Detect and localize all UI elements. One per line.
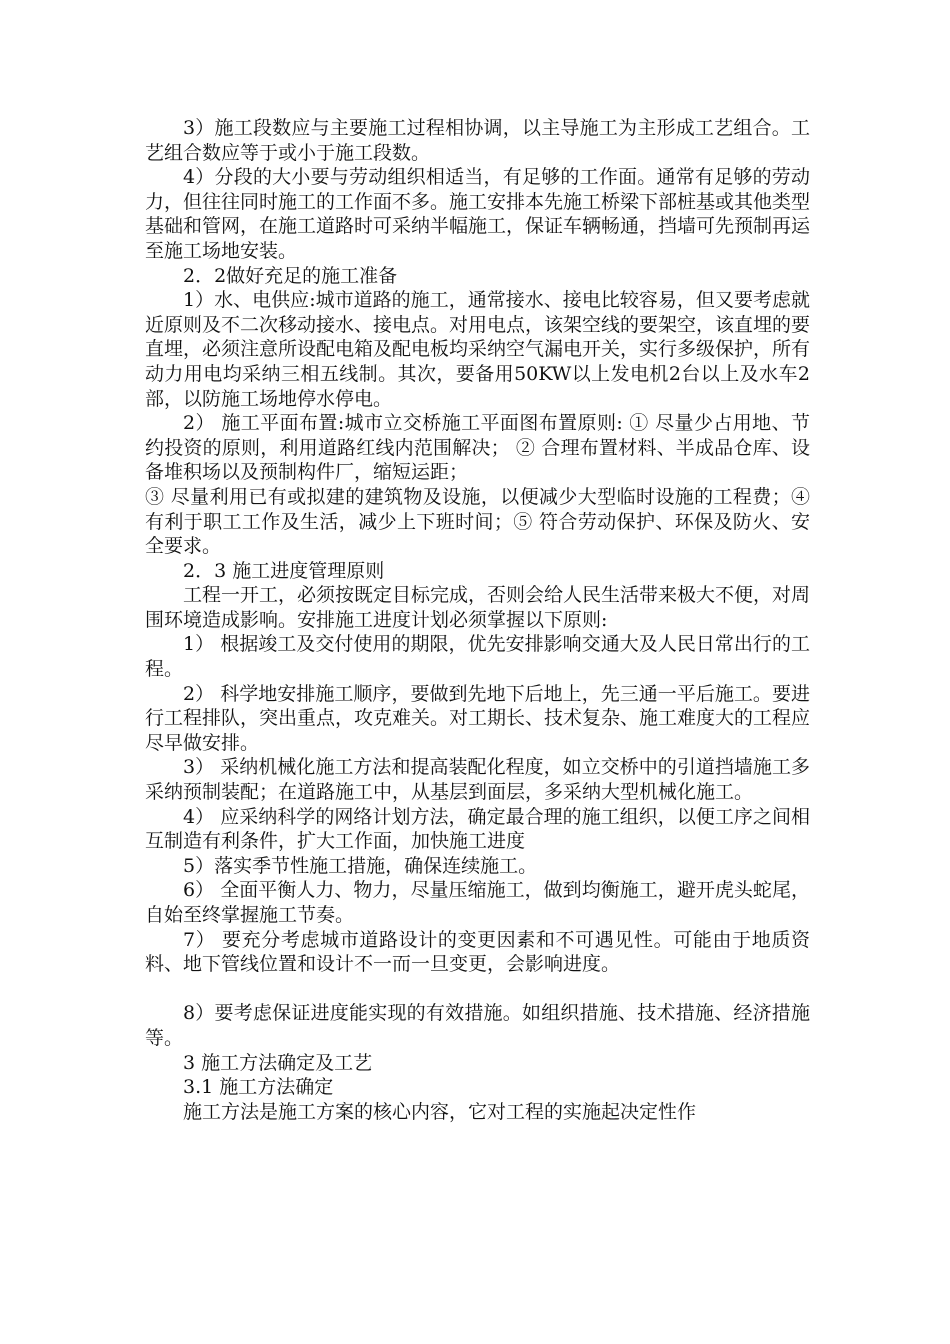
section-heading: 2．3 施工进度管理原则 bbox=[183, 559, 385, 582]
paragraph: 1）水、电供应:城市道路的施工，通常接水、接电比较容易，但又要考虑就近原则及不二次移动接水、接电点。对用电点，该架空线的要架空，该直埋的要直埋，必须注意所设配电箱及配电板均采纳空气漏电开关，实行多级保护，所有动力用电均采纳三相五线制。其次，要备用50KW以上发电机2台以上及水车2部，以防施工场地停水停电。 bbox=[145, 289, 811, 410]
list-item: 2） 科学地安排施工顺序，要做到先地下后地上，先三通一平后施工。要进行工程排队，突出重点，攻克难关。对工期长、技术复杂、施工难度大的工程应尽早做安排。 bbox=[145, 682, 811, 754]
section-heading: 3 施工方法确定及工艺 bbox=[183, 1051, 373, 1074]
list-item: 4） 应采纳科学的网络计划方法，确定最合理的施工组织，以便工序之间相互制造有利条件，扩大工作面，加快施工进度 bbox=[145, 805, 810, 853]
list-item: 6） 全面平衡人力、物力，尽量压缩施工，做到均衡施工，避开虎头蛇尾，自始至终掌握施工节奏。 bbox=[145, 879, 810, 926]
subsection-heading: 3.1 施工方法确定 bbox=[183, 1076, 334, 1099]
list-item: 5）落实季节性施工措施，确保连续施工。 bbox=[183, 854, 538, 877]
list-item: 7） 要充分考虑城市道路设计的变更因素和不可遇见性。可能由于地质资料、地下管线位置和设计不一而一旦变更，会影响进度。 bbox=[145, 928, 810, 976]
paragraph: 4）分段的大小要与劳动组织相适当，有足够的工作面。通常有足够的劳动力，但往往同时施工的工作面不多。施工安排本先施工桥梁下部桩基或其他类型基础和管网，在施工道路时可采纳半幅施工，保证车辆畅通，挡墙可先预制再运至施工场地安装。 bbox=[145, 166, 811, 262]
list-item: 8）要考虑保证进度能实现的有效措施。如组织措施、技术措施、经济措施等。 bbox=[145, 1002, 810, 1049]
paragraph: 工程一开工，必须按既定目标完成，否则会给人民生活带来极大不便，对周围环境造成影响。安排施工进度计划必须掌握以下原则: bbox=[145, 584, 811, 631]
document-body bbox=[145, 116, 810, 1124]
paragraph: 施工方法是施工方案的核心内容，它对工程的实施起决定性作 bbox=[183, 1100, 697, 1123]
list-item: 3） 采纳机械化施工方法和提高装配化程度，如立交桥中的引道挡墙施工多采纳预制装配；在道路施工中，从基层到面层，多采纳大型机械化施工。 bbox=[145, 756, 810, 804]
section-heading: 2．2做好充足的施工准备 bbox=[183, 264, 398, 287]
blank-line bbox=[145, 977, 810, 1002]
list-item: 1） 根据竣工及交付使用的期限，优先安排影响交通大及人民日常出行的工程。 bbox=[145, 633, 810, 681]
paragraph: 3）施工段数应与主要施工过程相协调，以主导施工为主形成工艺组合。工艺组合数应等于或小于施工段数。 bbox=[145, 117, 810, 164]
paragraph: ③ 尽量利用已有或拟建的建筑物及设施，以便减少大型临时设施的工程费；④ 有利于职工工作及生活，减少上下班时间；⑤ 符合劳动保护、环保及防火、安全要求。 bbox=[145, 485, 810, 558]
paragraph: 2） 施工平面布置:城市立交桥施工平面图布置原则: ① 尽量少占用地、节约投资的原则，利用道路红线内范围解决； ② 合理布置材料、半成品仓库、设备堆积场以及预制构件厂，缩短运距； bbox=[145, 412, 810, 484]
